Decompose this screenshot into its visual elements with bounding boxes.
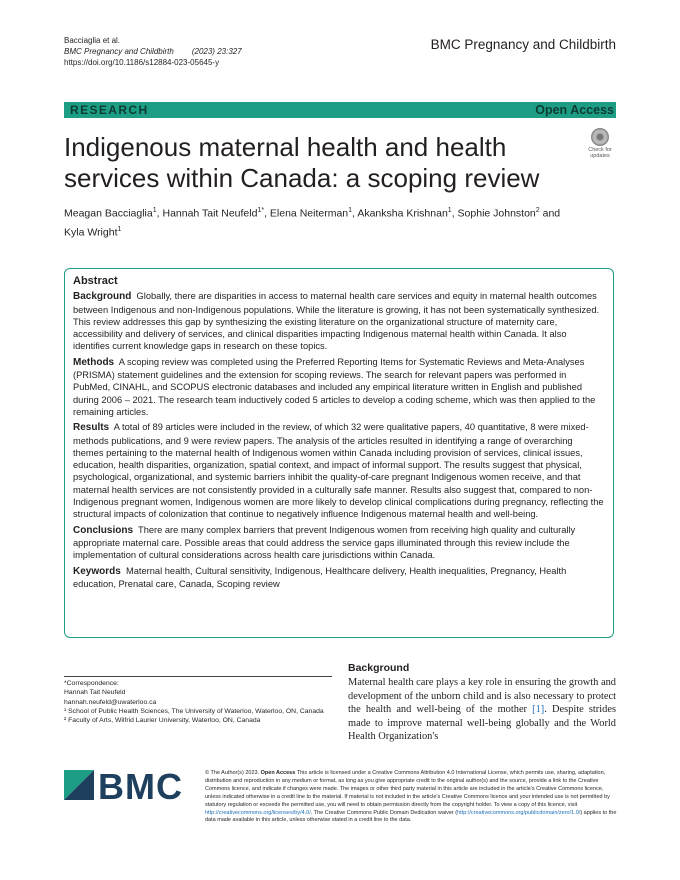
abstract-conclusions: Conclusions There are many complex barriers that prevent Indigenous women from receiving high quality and culturally appropriate maternal care. Possible areas that could address the service gaps illuminated through this review include the implementation of cultural considerations across health care jurisdictions within Canada.: [73, 524, 576, 561]
affiliation-2: ² Faculty of Arts, Wilfrid Laurier University, Waterloo, ON, Canada: [64, 717, 261, 725]
author-name[interactable]: Sophie Johnston: [457, 207, 536, 220]
author-list: Meagan Bacciaglia$^1$, Hannah Tait Neufeld$^{1*}$, Elena Neiterman$^1$, Akanksha Krishnan$^1$, Sophie Johnston$^2$ and Kyla Wright$^1$: [64, 207, 561, 238]
citation-link[interactable]: [1]: [532, 704, 545, 715]
bmc-logo-icon: [64, 770, 94, 800]
article-type-label: RESEARCH: [70, 103, 149, 117]
cc-zero-link[interactable]: http://creativecommons.org/publicdomain/zero/1.0/: [457, 809, 581, 816]
author-name[interactable]: Akanksha Krishnan: [357, 207, 448, 220]
footnote-divider: [64, 676, 332, 677]
body-paragraph: Maternal health care plays a key role in ensuring the growth and development of the unborn child and is also necessary to protect the health and well-being of the mother [1]. Despite strides made to improve maternal well-being globally and the World Health Organization's: [348, 677, 616, 742]
check-updates-label: Check for updates: [588, 147, 612, 159]
author-name[interactable]: Hannah Tait Neufeld: [162, 207, 258, 220]
crossmark-icon: [591, 128, 609, 146]
author-name[interactable]: Elena Neiterman: [269, 207, 349, 220]
abstract-methods: Methods A scoping review was completed using the Preferred Reporting Items for Systematic Reviews and Meta-Analyses (PRISMA) statement guidelines and the extension for scoping reviews. The search for relevant papers was performed in PubMed, CINAHL, and SCOPUS electronic databases and included any empirical literature written in English and published during 2006 – 2021. The research team inductively coded 5 articles to develop a coding scheme, which was then applied to the remaining articles.: [73, 356, 596, 417]
license-statement: © The Author(s) 2023. Open Access This article is licensed under a Creative Commons Attribution 4.0 International License, which permits use, sharing, adaptation, distribution and reproduction in any medium or format, as long as you give appropriate credit to the original author(s) and the source, provide a link to the Creative Commons licence, and indicate if changes were made. The images or other third party material in this article are included in the article's Creative Commons licence, unless indicated otherwise in a credit line to the material. If material is not included in the article's Creative Commons licence and your intended use is not permitted by statutory regulation or exceeds the permitted use, you will need to obtain permission directly from the copyright holder. To view a copy of this licence, visit http://creativecommons.org/licenses/by/4.0/. The Creative Commons Public Domain Dedication waiver (http://creativecommons.org/publicdomain/zero/1.0/) applies to the data made available in this article, unless otherwise stated in a credit line to the data.: [205, 770, 617, 824]
check-for-updates-badge[interactable]: [584, 128, 616, 158]
abstract-box: [64, 268, 614, 638]
correspondence-email[interactable]: hannah.neufeld@uwaterloo.ca: [64, 698, 157, 706]
cc-by-link[interactable]: http://creativecommons.org/licenses/by/4.0/: [205, 809, 311, 816]
author-name[interactable]: Meagan Bacciaglia: [64, 207, 153, 220]
correspondence-footnote: *Correspondence: Hannah Tait Neufeld hannah.neufeld@uwaterloo.ca ¹ School of Public Health Sciences, The University of Waterloo, Waterloo, ON, Canada ² Faculty of Arts, Wilfrid Laurier University, Waterloo, ON, Canada: [64, 679, 332, 725]
bmc-logo: BMC: [64, 770, 190, 804]
abstract-results: Results A total of 89 articles were included in the review, of which 32 were qualitative papers, 40 quantitative, 8 were mixed-methods publications, and 9 were review papers. The analysis of the articles resulted in identifying a range of overarching themes pertaining to the maternal health of Indigenous women within Canada including provision of services, clinical issues, education, health disparities, organization, spatial context, and impact of informal support. The results suggest that physical, psychological, organizational, and systemic barriers inhibit the quality-of-care pregnant Indigenous women receive, and that maternal health services are not consistently provided in a culturally safe manner. Results also suggest that, compared to non-Indigenous pregnant women, Indigenous women are more likely to develop clinical complications during pregnancy, reflecting the structural impacts of colonization that continue to negatively influence Indigenous maternal health and well-being.: [73, 422, 604, 520]
abstract-background: Background Globally, there are disparities in access to maternal health care services and equity in maternal health outcomes between Indigenous and non-Indigenous populations. While the literature is growing, it has not been systematically synthesized. This review addresses this gap by synthesizing the existing literature on the organizational structure of maternity care, accessibility and delivery of services, and clinical disparities impacting Indigenous maternal health within Canada. It also identifies current knowledge gaps in research on these topics.: [73, 291, 600, 352]
running-header: [64, 35, 242, 68]
article-title: Indigenous maternal health and health services within Canada: a scoping review: [64, 132, 540, 193]
article-type-bar: [64, 102, 616, 118]
open-access-label: Open Access: [535, 103, 614, 117]
author-name[interactable]: Kyla Wright: [64, 226, 118, 238]
section-heading-background: Background: [348, 662, 410, 674]
affiliation-1: ¹ School of Public Health Sciences, The University of Waterloo, Waterloo, ON, Canada: [64, 707, 324, 715]
journal-name: BMC Pregnancy and Childbirth: [430, 37, 616, 52]
header-citation: BMC Pregnancy and Childbirth (2023) 23:327: [64, 47, 242, 56]
header-authors: Bacciaglia et al.: [64, 36, 121, 45]
abstract-heading: Abstract: [73, 275, 118, 287]
abstract-keywords: Keywords Maternal health, Cultural sensitivity, Indigenous, Healthcare delivery, Health inequalities, Pregnancy, Health education, Prenatal care, Canada, Scoping review: [73, 565, 567, 589]
header-doi-link[interactable]: https://doi.org/10.1186/s12884-023-05645-y: [64, 58, 220, 67]
